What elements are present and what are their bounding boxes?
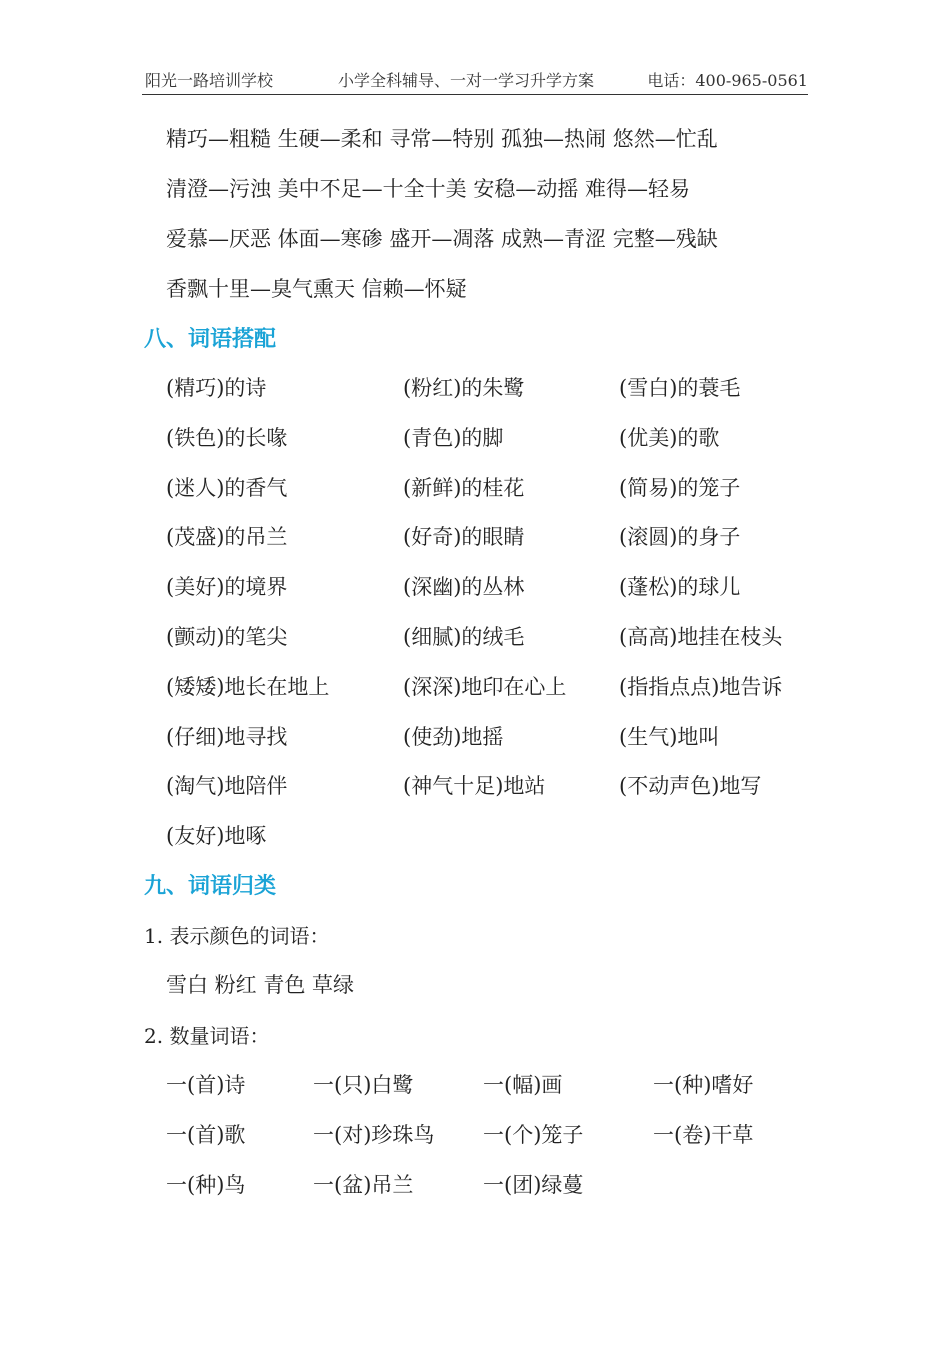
collocation-item: (仔细)地寻找 [166,725,288,749]
antonym-line: 清澄—污浊 美中不足—十全十美 安稳—动摇 难得—轻易 [166,177,691,201]
collocation-item: (茂盛)的吊兰 [166,525,288,549]
quantity-item: 一(个)笼子 [483,1123,584,1147]
collocation-item: (高高)地挂在枝头 [619,625,783,649]
collocation-item: (新鲜)的桂花 [403,476,525,500]
header-slogan: 小学全科辅导、一对一学习升学方案 [338,71,595,90]
collocation-item: (神气十足)地站 [403,774,546,798]
collocation-item: (淘气)地陪伴 [166,774,288,798]
collocation-item: (友好)地啄 [166,824,267,848]
color-words-list: 雪白 粉红 青色 草绿 [166,973,355,997]
collocation-item: (使劲)地摇 [403,725,504,749]
quantity-item: 一(种)嗜好 [653,1073,754,1097]
collocation-item: (青色)的脚 [403,426,504,450]
antonym-line: 精巧—粗糙 生硬—柔和 寻常—特别 孤独—热闹 悠然—忙乱 [166,127,718,151]
quantity-item: 一(只)白鹭 [313,1073,414,1097]
collocation-item: (好奇)的眼睛 [403,525,525,549]
collocation-item: (深深)地印在心上 [403,675,567,699]
antonym-line: 香飘十里—臭气熏天 信赖—怀疑 [166,277,467,301]
page-header [142,66,808,95]
collocation-item: (指指点点)地告诉 [619,675,783,699]
antonym-line: 爱慕—厌恶 体面—寒碜 盛开—凋落 成熟—青涩 完整—残缺 [166,227,718,251]
section-title-9: 九、词语归类 [144,874,277,899]
quantity-item: 一(种)鸟 [166,1173,246,1197]
collocation-item: (不动声色)地写 [619,774,762,798]
collocation-item: (滚圆)的身子 [619,525,741,549]
collocation-item: (深幽)的丛林 [403,575,525,599]
collocation-item: (优美)的歌 [619,426,720,450]
quantity-item: 一(首)诗 [166,1073,246,1097]
section-title-8: 八、词语搭配 [144,327,277,352]
quantity-item: 一(盆)吊兰 [313,1173,414,1197]
collocation-item: (蓬松)的球儿 [619,575,741,599]
collocation-item: (精巧)的诗 [166,376,267,400]
quantity-item: 一(团)绿蔓 [483,1173,584,1197]
quantity-item: 一(幅)画 [483,1073,563,1097]
quantity-item: 一(首)歌 [166,1123,246,1147]
collocation-item: (雪白)的蓑毛 [619,376,741,400]
collocation-item: (简易)的笼子 [619,476,741,500]
collocation-item: (迷人)的香气 [166,476,288,500]
collocation-item: (颤动)的笔尖 [166,625,288,649]
quantity-item: 一(对)珍珠鸟 [313,1123,435,1147]
collocation-item: (粉红)的朱鹭 [403,376,525,400]
quantity-item: 一(卷)干草 [653,1123,754,1147]
collocation-item: (铁色)的长喙 [166,426,288,450]
collocation-item: (细腻)的绒毛 [403,625,525,649]
color-words-heading: 1. 表示颜色的词语： [144,924,330,948]
collocation-item: (生气)地叫 [619,725,720,749]
collocation-item: (矮矮)地长在地上 [166,675,330,699]
school-name: 阳光一路培训学校 [145,71,274,90]
quantity-words-heading: 2. 数量词语： [144,1024,270,1048]
collocation-item: (美好)的境界 [166,575,288,599]
header-phone: 电话：400-965-0561 [647,71,808,90]
